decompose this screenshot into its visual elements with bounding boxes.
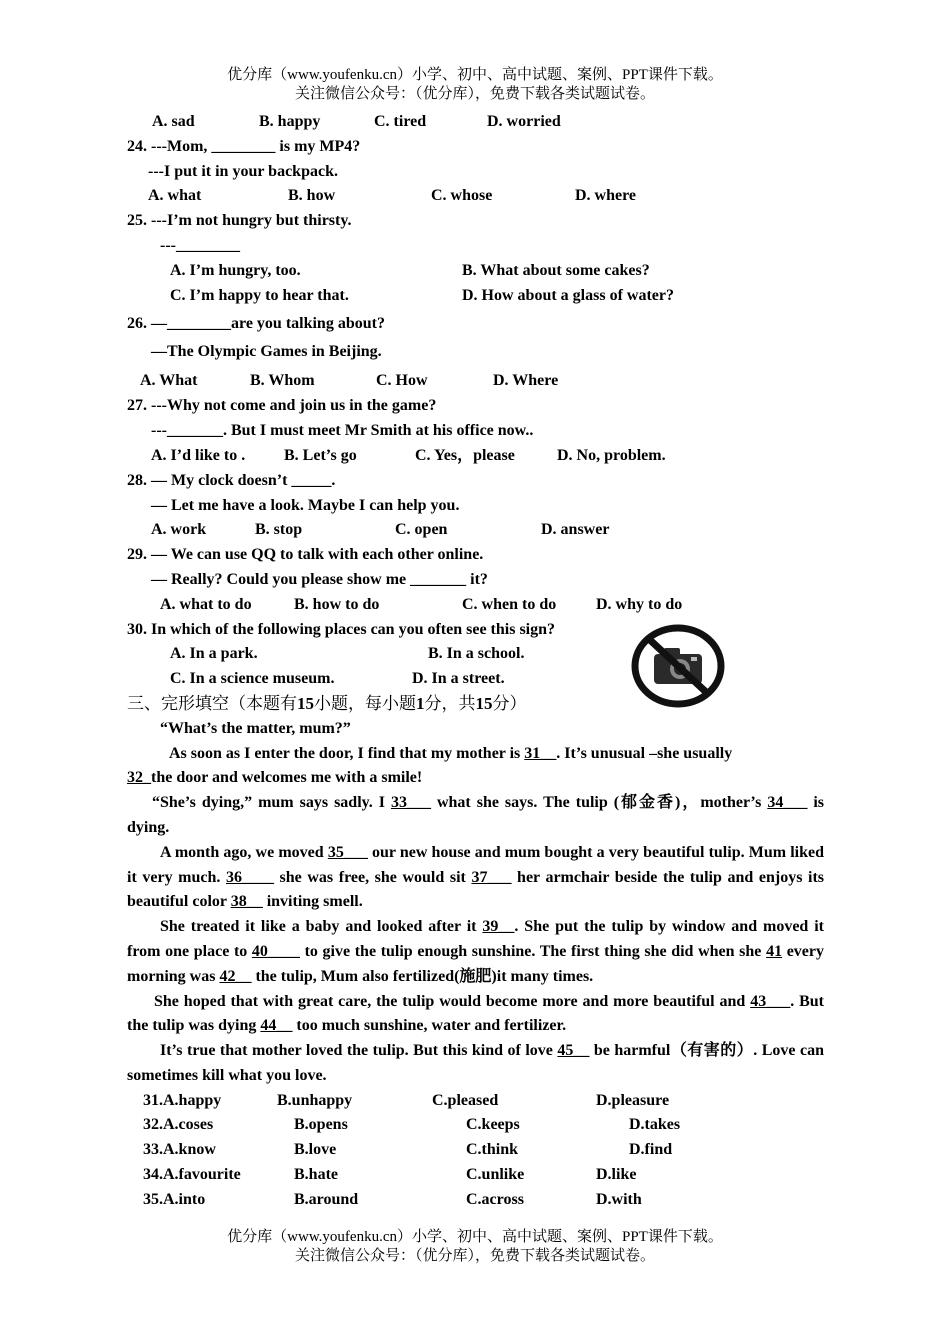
q23-option-d: D. worried: [487, 113, 561, 130]
blank-35: 35___: [327, 843, 368, 861]
q28-option-a: A. work: [151, 521, 207, 539]
blank-33: 33___: [390, 794, 431, 812]
q24-option-b: B. how: [288, 187, 336, 205]
q24-stem: 24. ---Mom, ________ is my MP4?: [127, 137, 361, 155]
blank-43: 43___: [750, 992, 791, 1010]
blank-42: 42__: [219, 967, 252, 985]
page-header: [0, 66, 950, 104]
blank-32: 32_: [127, 769, 151, 787]
cloze-options-31: 31.A.happy B.unhappy C.pleased D.pleasure: [143, 1091, 670, 1109]
cloze-paragraph-2: “She’s dying,” mum says sadly. I 33___ what she says. The tulip (郁金香)，mother’s 34___ is dying.: [127, 794, 824, 836]
page-footer: [0, 1228, 950, 1266]
q30-option-c: C. In a science museum.: [170, 670, 335, 688]
q23-option-a: A. sad: [152, 113, 195, 130]
q25-options-ab: [127, 259, 824, 284]
q26-reply: —The Olympic Games in Beijing.: [151, 343, 382, 361]
q27-reply: ---_______. But I must meet Mr Smith at his office now..: [151, 422, 534, 440]
blank-45: 45__: [557, 1042, 590, 1060]
q30-option-d: D. In a street.: [412, 670, 505, 688]
q24-reply: ---I put it in your backpack.: [148, 162, 338, 180]
q26-option-a: A. What: [140, 372, 198, 390]
q30-option-b: B. In a school.: [428, 645, 525, 663]
q24-options: [127, 184, 824, 209]
footer-line-1: 优分库（www.youfenku.cn）小学、初中、高中试题、案例、PPT课件下载。: [227, 1229, 723, 1245]
q24-option-d: D. where: [575, 187, 637, 205]
cloze-options-33: 33.A.know B.love C.think D.find: [143, 1141, 673, 1159]
blank-36: 36____: [225, 868, 274, 886]
q29-option-a: A. what to do: [160, 595, 252, 613]
q29-reply: — Really? Could you please show me _______ it?: [151, 570, 488, 588]
blank-31: 31__: [524, 744, 557, 762]
q27-option-b: B. Let’s go: [284, 446, 357, 464]
cloze-title: “What’s the matter, mum?”: [160, 719, 351, 737]
cloze-paragraph-3: A month ago, we moved 35___ our new house and mum bought a very beautiful tulip. Mum liked it very much. 36____ she was free, she would sit 37___ her armchair beside the tulip and enjoys its beautiful color 38__ inviting smell.: [127, 843, 825, 911]
q29-option-b: B. how to do: [294, 595, 380, 613]
q25-option-a: A. I’m hungry, too.: [170, 261, 301, 279]
q26-option-c: C. How: [376, 372, 428, 390]
q25-option-b: B. What about some cakes?: [462, 261, 650, 279]
q23-option-c: C. tired: [374, 113, 427, 130]
q29-stem: 29. — We can use QQ to talk with each other online.: [127, 546, 484, 564]
q23-option-b: B. happy: [259, 113, 321, 130]
blank-40: 40____: [251, 942, 300, 960]
cloze-paragraph-1: As soon as I enter the door, I find that my mother is 31__. It’s unusual –she usually 32_the door and welcomes me with a smile!: [127, 744, 733, 787]
q28-reply: — Let me have a look. Maybe I can help you.: [151, 496, 460, 514]
blank-37: 37___: [471, 868, 512, 886]
q29-option-c: C. when to do: [462, 595, 557, 613]
q28-option-b: B. stop: [255, 521, 303, 539]
section-3-heading: 三、完形填空（本题有15小题，每小题1分，共15分）: [127, 693, 527, 713]
q24-option-a: A. what: [148, 187, 202, 205]
blank-39: 39__: [482, 918, 515, 936]
cloze-options-32: 32.A.coses B.opens C.keeps D.takes: [143, 1116, 681, 1134]
header-line-1: 优分库（www.youfenku.cn）小学、初中、高中试题、案例、PPT课件下载。: [227, 67, 723, 83]
q29-option-d: D. why to do: [596, 595, 683, 613]
q27-option-a: A. I’d like to .: [151, 446, 246, 464]
q26-stem: 26. —________are you talking about?: [127, 315, 385, 333]
blank-41: 41: [766, 942, 783, 960]
q24-option-c: C. whose: [431, 187, 493, 205]
q28-options: [127, 518, 824, 543]
q25-option-d: D. How about a glass of water?: [462, 286, 674, 304]
q25-options-cd: [127, 284, 824, 309]
q26-option-b: B. Whom: [250, 372, 315, 390]
q27-option-c: C. Yes，please: [415, 446, 515, 464]
blank-34: 34___: [767, 794, 808, 812]
q28-option-d: D. answer: [541, 521, 610, 539]
header-line-2: 关注微信公众号：（优分库），免费下载各类试题试卷。: [294, 86, 655, 102]
cloze-paragraph-4: She treated it like a baby and looked after it 39__. She put the tulip by window and moved it from one place to 40____ to give the tulip enough sunshine. The first thing she did when she 41 every morning was 42__ the tulip, Mum also fertilized(施肥)it many times.: [127, 918, 825, 985]
cloze-options-34: 34.A.favourite B.hate C.unlike D.like: [143, 1166, 637, 1184]
cloze-paragraph-5: She hoped that with great care, the tulip would become more and more beautiful and 43___. But the tulip was dying 44__ too much sunshine, water and fertilizer.: [127, 992, 824, 1035]
footer-line-2: 关注微信公众号：（优分库），免费下载各类试题试卷。: [294, 1248, 655, 1264]
q28-stem: 28. — My clock doesn’t _____.: [127, 471, 336, 489]
q25-option-c: C. I’m happy to hear that.: [170, 286, 349, 304]
q26-options: [127, 366, 824, 394]
q27-option-d: D. No, problem.: [557, 446, 666, 464]
no-camera-sign-icon: [630, 623, 726, 709]
blank-38: 38__: [230, 893, 263, 911]
q25-reply: ---________: [160, 236, 240, 254]
q23-options: [127, 110, 824, 135]
cloze-options-35: 35.A.into B.around C.across D.with: [143, 1190, 642, 1208]
q27-options: [127, 444, 824, 469]
q30-option-a: A. In a park.: [170, 645, 258, 663]
q27-stem: 27. ---Why not come and join us in the game?: [127, 397, 437, 415]
blank-44: 44__: [260, 1017, 293, 1035]
cloze-paragraph-6: It’s true that mother loved the tulip. But this kind of love 45__ be harmful（有害的）. Love can sometimes kill what you love.: [127, 1042, 824, 1084]
q29-options: [127, 593, 824, 618]
q30-stem: 30. In which of the following places can you often see this sign?: [127, 620, 556, 638]
q25-stem: 25. ---I’m not hungry but thirsty.: [127, 212, 352, 230]
q28-option-c: C. open: [395, 521, 448, 539]
q26-option-d: D. Where: [493, 372, 559, 390]
